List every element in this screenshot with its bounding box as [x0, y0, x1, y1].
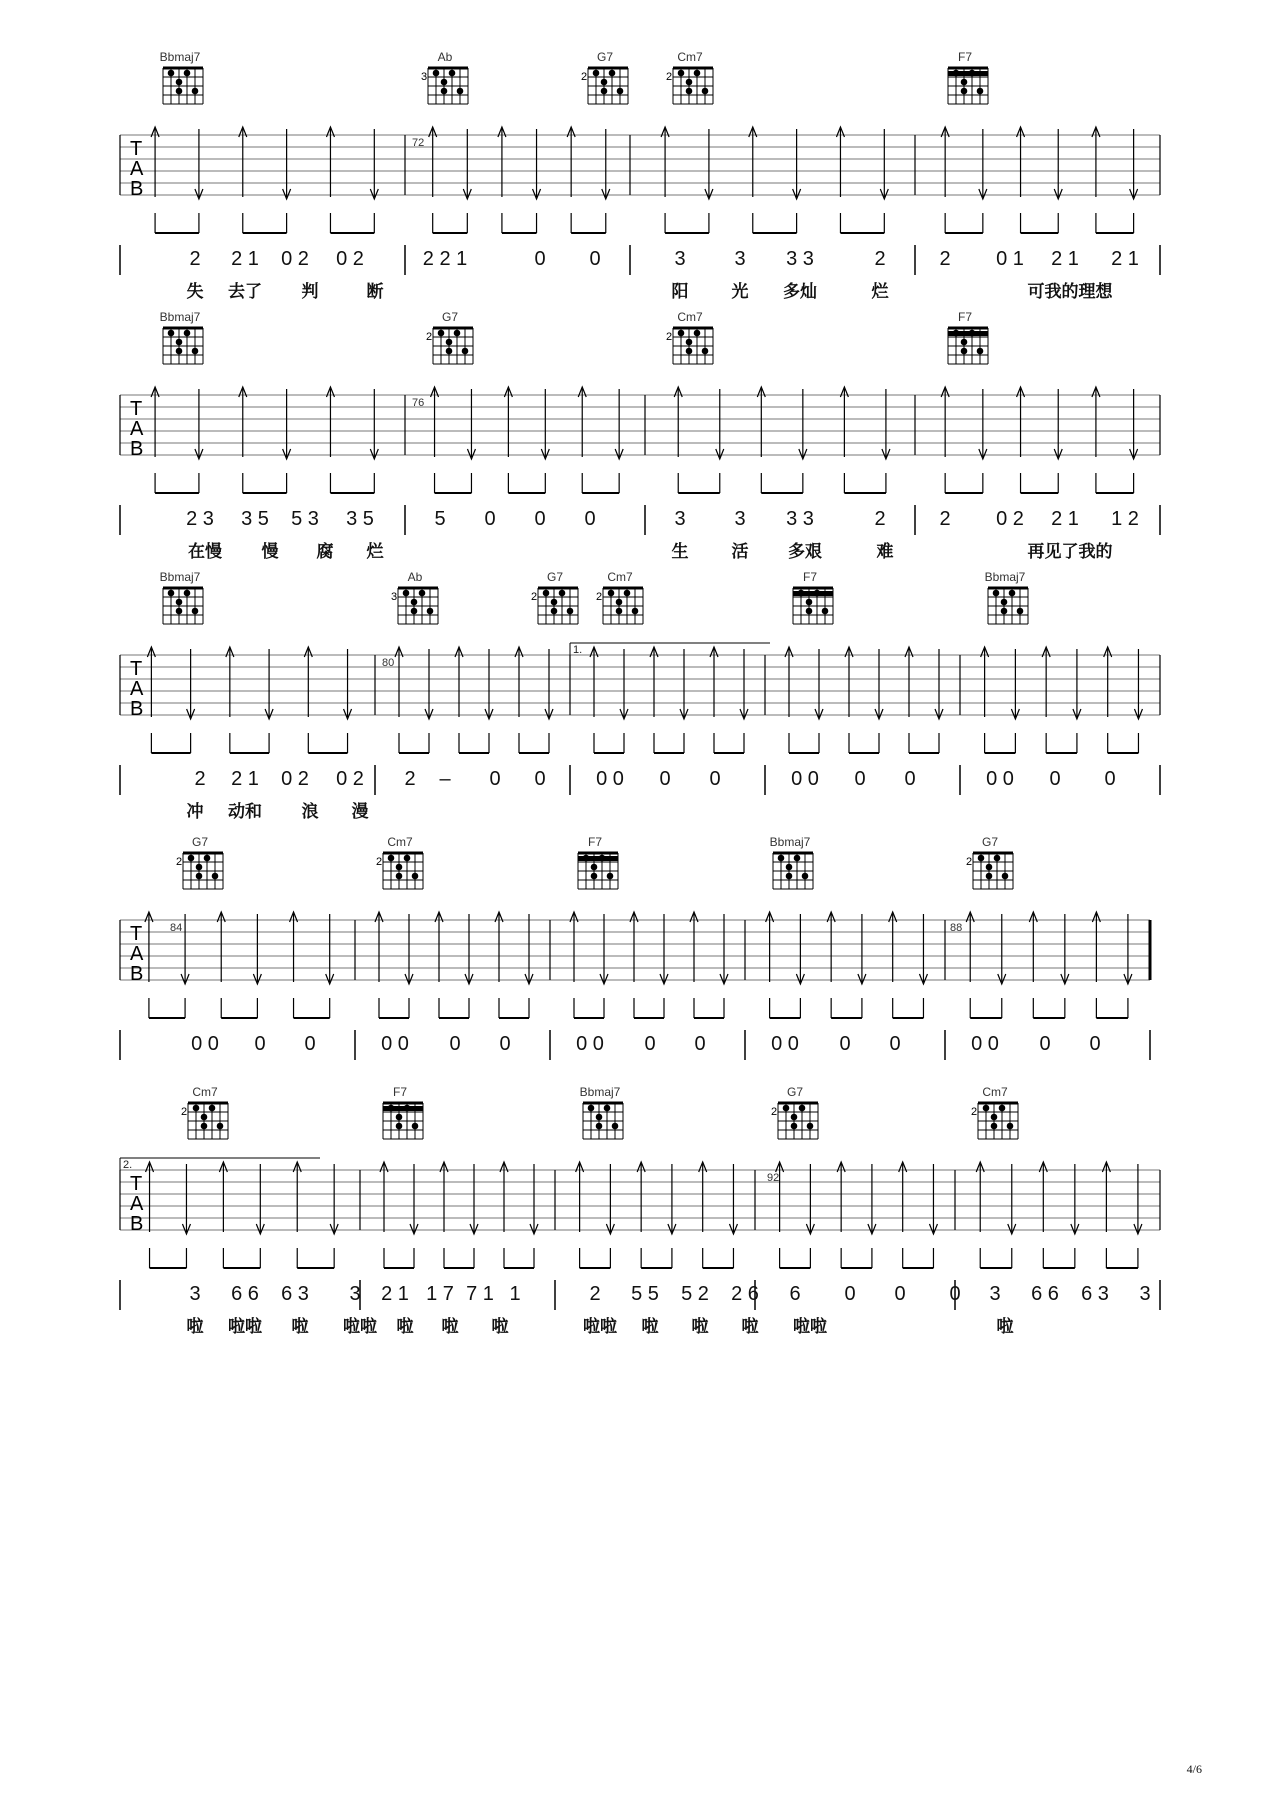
jianpu-note: 7 1	[466, 1283, 494, 1305]
fret-position-label: 2	[581, 71, 588, 83]
chord-name: G7	[546, 570, 563, 584]
measure-number: 72	[412, 137, 425, 149]
lyric-syllable: 啦	[186, 1317, 204, 1336]
jianpu-note: 3	[674, 508, 686, 530]
chord-name: Ab	[407, 570, 423, 584]
page-number: 4/6	[1186, 1762, 1202, 1776]
jianpu-note: 0	[709, 768, 721, 790]
jianpu-note: 0	[534, 248, 546, 270]
chord-name: Ab	[437, 50, 453, 64]
lyric-syllable: 漫	[351, 802, 369, 821]
lyric-syllable: 啦	[996, 1317, 1014, 1336]
jianpu-note: –	[439, 768, 451, 790]
tab-clef-letter: T	[130, 1173, 143, 1195]
jianpu-note: 0	[1039, 1033, 1051, 1055]
jianpu-note: 0	[489, 768, 501, 790]
lyric-syllable: 慢	[261, 542, 279, 561]
jianpu-note: 0	[499, 1033, 511, 1055]
jianpu-note: 0	[304, 1033, 316, 1055]
jianpu-note: 5	[434, 508, 446, 530]
chord-name: Bbmaj7	[159, 570, 201, 584]
jianpu-note: 6	[789, 1283, 801, 1305]
lyric-syllable: 可我的理想	[1027, 282, 1113, 301]
jianpu-note: 0 0	[596, 768, 624, 790]
chord-name: G7	[981, 835, 998, 849]
measure-number: 88	[950, 922, 963, 934]
jianpu-note: 3 3	[786, 508, 814, 530]
measure-number: 80	[382, 657, 395, 669]
jianpu-note: 0	[254, 1033, 266, 1055]
lyric-syllable: 啦	[741, 1317, 759, 1336]
jianpu-note: 0 1	[996, 248, 1024, 270]
chord-name: G7	[441, 310, 458, 324]
jianpu-note: 0 0	[791, 768, 819, 790]
lyric-syllable: 多艰	[788, 542, 822, 561]
lyric-syllable: 啦啦	[228, 1317, 262, 1336]
tab-system-5	[0, 1085, 1280, 1335]
lyric-syllable: 啦	[396, 1317, 414, 1336]
lyric-syllable: 啦啦	[583, 1317, 617, 1336]
fret-position-label: 2	[596, 591, 603, 603]
jianpu-note: 0	[659, 768, 671, 790]
fret-position-label: 2	[181, 1106, 188, 1118]
jianpu-note: 0 0	[986, 768, 1014, 790]
chord-name: Cm7	[982, 1085, 1008, 1099]
tab-clef-letter: B	[130, 438, 144, 460]
chord-name: F7	[957, 50, 972, 64]
fret-position-label: 3	[391, 591, 398, 603]
lyric-syllable: 啦	[291, 1317, 309, 1336]
lyric-syllable: 多灿	[783, 282, 817, 301]
fret-position-label: 2	[376, 856, 383, 868]
jianpu-note: 0	[854, 768, 866, 790]
jianpu-note: 5 2	[681, 1283, 709, 1305]
jianpu-note: 2	[939, 248, 951, 270]
tab-clef-letter: B	[130, 1213, 144, 1235]
jianpu-note: 0	[1104, 768, 1116, 790]
jianpu-note: 6 6	[1031, 1283, 1059, 1305]
jianpu-note: 6 3	[1081, 1283, 1109, 1305]
chord-name: Bbmaj7	[159, 310, 201, 324]
jianpu-note: 1 7	[426, 1283, 454, 1305]
tab-clef-letter: B	[130, 178, 144, 200]
lyric-syllable: 啦	[441, 1317, 459, 1336]
chord-name: Bbmaj7	[579, 1085, 621, 1099]
lyric-syllable: 光	[731, 282, 749, 301]
measure-number: 92	[767, 1172, 780, 1184]
jianpu-note: 0	[844, 1283, 856, 1305]
chord-name: Cm7	[192, 1085, 218, 1099]
jianpu-note: 3	[1139, 1283, 1151, 1305]
chord-name: F7	[587, 835, 602, 849]
jianpu-note: 0	[1089, 1033, 1101, 1055]
chord-name: F7	[957, 310, 972, 324]
lyric-syllable: 生	[671, 542, 689, 561]
tab-clef-letter: B	[130, 698, 144, 720]
tab-system-2	[0, 310, 1280, 560]
jianpu-note: 0	[1049, 768, 1061, 790]
jianpu-note: 3 3	[786, 248, 814, 270]
jianpu-note: 0	[534, 768, 546, 790]
chord-name: Bbmaj7	[769, 835, 811, 849]
jianpu-note: 2	[874, 248, 886, 270]
lyric-syllable: 冲	[186, 802, 204, 821]
jianpu-note: 0 2	[281, 768, 309, 790]
jianpu-note: 6 6	[231, 1283, 259, 1305]
jianpu-note: 5 5	[631, 1283, 659, 1305]
lyric-syllable: 去了	[228, 282, 262, 301]
jianpu-note: 0 2	[336, 248, 364, 270]
fret-position-label: 2	[971, 1106, 978, 1118]
fret-position-label: 3	[421, 71, 428, 83]
lyric-syllable: 失	[186, 282, 204, 301]
jianpu-note: 0	[484, 508, 496, 530]
jianpu-note: 2	[874, 508, 886, 530]
chord-name: G7	[786, 1085, 803, 1099]
fret-position-label: 2	[771, 1106, 778, 1118]
lyric-syllable: 啦啦	[793, 1317, 827, 1336]
lyric-syllable: 活	[731, 542, 749, 561]
lyric-syllable: 烂	[366, 542, 384, 561]
jianpu-note: 0	[894, 1283, 906, 1305]
jianpu-note: 2 1	[231, 768, 259, 790]
tab-clef-letter: T	[130, 923, 143, 945]
tab-clef-letter: A	[130, 943, 144, 965]
chord-name: Bbmaj7	[159, 50, 201, 64]
lyric-syllable: 再见了我的	[1027, 542, 1113, 561]
jianpu-note: 0 0	[576, 1033, 604, 1055]
jianpu-note: 2	[189, 248, 201, 270]
volta-label: 1.	[573, 644, 583, 656]
jianpu-note: 0 0	[191, 1033, 219, 1055]
jianpu-note: 2 6	[731, 1283, 759, 1305]
jianpu-note: 2 1	[231, 248, 259, 270]
lyric-syllable: 啦	[691, 1317, 709, 1336]
jianpu-note: 3	[989, 1283, 1001, 1305]
jianpu-note: 0	[949, 1283, 961, 1305]
tab-clef-letter: A	[130, 678, 144, 700]
jianpu-note: 3	[189, 1283, 201, 1305]
jianpu-note: 0 2	[281, 248, 309, 270]
tab-clef-letter: B	[130, 963, 144, 985]
jianpu-note: 3 5	[346, 508, 374, 530]
jianpu-note: 0	[889, 1033, 901, 1055]
fret-position-label: 2	[666, 331, 673, 343]
lyric-syllable: 啦	[641, 1317, 659, 1336]
jianpu-note: 0 2	[336, 768, 364, 790]
lyric-syllable: 断	[366, 282, 384, 301]
lyric-syllable: 阳	[671, 282, 689, 301]
lyric-syllable: 浪	[301, 802, 319, 821]
chord-name: F7	[392, 1085, 407, 1099]
jianpu-note: 2	[194, 768, 206, 790]
lyric-syllable: 啦	[491, 1317, 509, 1336]
lyric-syllable: 判	[301, 282, 319, 301]
jianpu-note: 2 2 1	[422, 248, 468, 270]
jianpu-note: 3	[734, 248, 746, 270]
chord-name: F7	[802, 570, 817, 584]
chord-name: Cm7	[677, 50, 703, 64]
jianpu-note: 2	[939, 508, 951, 530]
tab-clef-letter: A	[130, 1193, 144, 1215]
tab-clef-letter: T	[130, 398, 143, 420]
jianpu-note: 0	[644, 1033, 656, 1055]
chord-name: G7	[596, 50, 613, 64]
jianpu-note: 0	[534, 508, 546, 530]
jianpu-note: 2 1	[1051, 508, 1079, 530]
measure-number: 84	[170, 922, 183, 934]
tab-system-1	[0, 50, 1280, 300]
lyric-syllable: 啦啦	[343, 1317, 377, 1336]
jianpu-note: 0 2	[996, 508, 1024, 530]
lyric-syllable: 烂	[871, 282, 889, 301]
chord-name: Cm7	[607, 570, 633, 584]
jianpu-note: 3	[349, 1283, 361, 1305]
jianpu-note: 0	[584, 508, 596, 530]
fret-position-label: 2	[426, 331, 433, 343]
jianpu-note: 3 5	[241, 508, 269, 530]
tab-system-4	[0, 835, 1280, 1085]
tab-system-3	[0, 570, 1280, 820]
chord-name: Cm7	[387, 835, 413, 849]
tab-clef-letter: T	[130, 138, 143, 160]
tab-clef-letter: A	[130, 158, 144, 180]
jianpu-note: 2 3	[186, 508, 214, 530]
jianpu-note: 2 1	[1111, 248, 1139, 270]
jianpu-note: 0 0	[971, 1033, 999, 1055]
jianpu-note: 0	[694, 1033, 706, 1055]
chord-name: G7	[191, 835, 208, 849]
jianpu-note: 0 0	[771, 1033, 799, 1055]
jianpu-note: 2	[404, 768, 416, 790]
lyric-syllable: 动和	[228, 802, 262, 821]
tab-clef-letter: T	[130, 658, 143, 680]
jianpu-note: 0	[449, 1033, 461, 1055]
tab-staff	[0, 570, 1280, 820]
jianpu-note: 5 3	[291, 508, 319, 530]
chord-name: Cm7	[677, 310, 703, 324]
jianpu-note: 2 1	[1051, 248, 1079, 270]
volta-label: 2.	[123, 1159, 133, 1171]
jianpu-note: 0 0	[381, 1033, 409, 1055]
fret-position-label: 2	[666, 71, 673, 83]
jianpu-note: 1 2	[1111, 508, 1139, 530]
lyric-syllable: 在慢	[188, 542, 222, 561]
measure-number: 76	[412, 397, 425, 409]
jianpu-note: 3	[674, 248, 686, 270]
jianpu-note: 0	[589, 248, 601, 270]
lyric-syllable: 难	[876, 542, 894, 561]
jianpu-note: 2	[589, 1283, 601, 1305]
jianpu-note: 6 3	[281, 1283, 309, 1305]
fret-position-label: 2	[176, 856, 183, 868]
tab-clef-letter: A	[130, 418, 144, 440]
jianpu-note: 3	[734, 508, 746, 530]
jianpu-note: 2 1	[381, 1283, 409, 1305]
chord-name: Bbmaj7	[984, 570, 1026, 584]
jianpu-note: 0	[839, 1033, 851, 1055]
fret-position-label: 2	[966, 856, 973, 868]
jianpu-note: 0	[904, 768, 916, 790]
lyric-syllable: 腐	[316, 542, 334, 561]
jianpu-note: 1	[509, 1283, 521, 1305]
fret-position-label: 2	[531, 591, 538, 603]
